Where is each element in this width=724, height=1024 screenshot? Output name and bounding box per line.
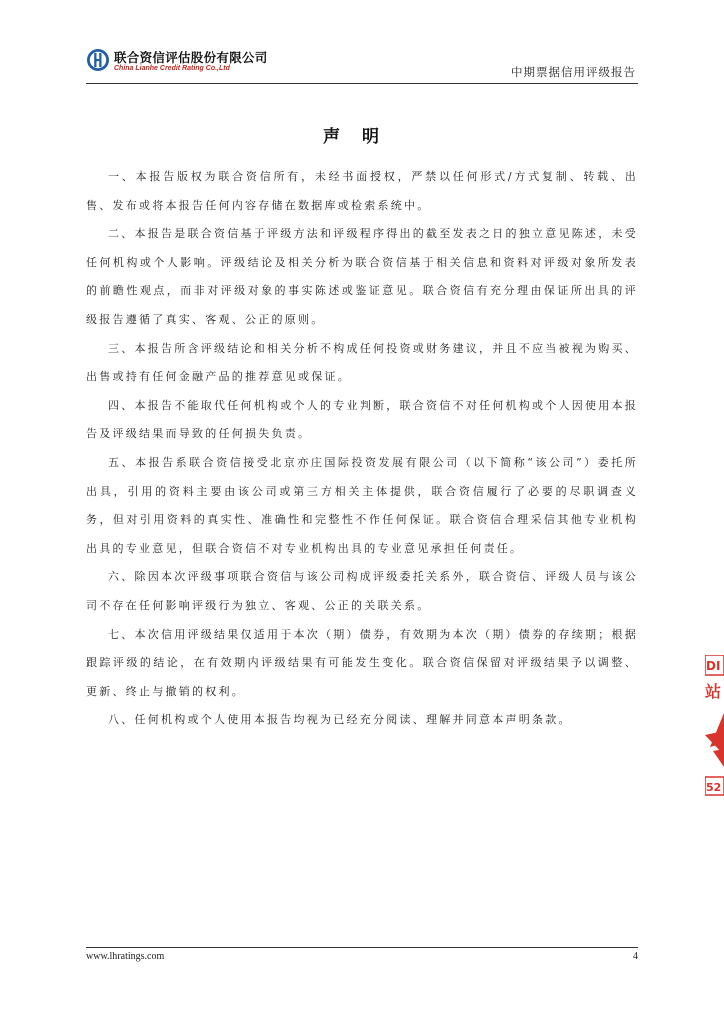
footer-website: www.lhratings.com bbox=[86, 951, 165, 962]
statement-paragraph: 二、本报告是联合资信基于评级方法和评级程序得出的截至发表之日的独立意见陈述，未受任何机构或个人影响。评级结论及相关分析为联合资信基于相关信息和资料对评级对象所发表的前瞻性观点，而非对评级对象的事实陈述或鉴证意见。联合资信有充分理由保证所出具的评级报告遵循了真实、客观、公正的原则。 bbox=[86, 227, 638, 326]
company-logo bbox=[86, 48, 286, 82]
statement-paragraph: 四、本报告不能取代任何机构或个人的专业判断，联合资信不对任何机构或个人因使用本报告及评级结果而导致的任何损失负责。 bbox=[86, 398, 638, 441]
statement-body bbox=[86, 163, 638, 735]
statement-paragraph: 六、除因本次评级事项联合资信与该公司构成评级委托关系外，联合资信、评级人员与该公司不存在任何影响评级行为独立、客观、公正的关联关系。 bbox=[86, 570, 638, 612]
statement-paragraph: 五、本报告系联合资信接受北京亦庄国际投资发展有限公司（以下简称“该公司”）委托所出具，引用的资料主要由该公司或第三方相关主体提供，联合资信履行了必要的尽职调查义务，但对引用资料的真实性、准确性和完整性不作任何保证。联合资信合理采信其他专业机构出具的专业意见，但联合资信不对专业机构出具的专业意见承担任何责任。 bbox=[86, 455, 638, 555]
logo-english-name: China Lianhe Credit Rating Co.,Ltd bbox=[114, 65, 230, 72]
svg-text:DI: DI bbox=[706, 659, 721, 673]
seal-stamp-fragment bbox=[705, 655, 724, 805]
page-number: 4 bbox=[633, 951, 638, 962]
lianhe-logo-icon bbox=[86, 48, 110, 72]
svg-text:站: 站 bbox=[705, 682, 722, 701]
statement-paragraph: 八、任何机构或个人使用本报告均视为已经充分阅读、理解并同意本声明条款。 bbox=[108, 713, 572, 727]
statement-paragraph: 一、本报告版权为联合资信所有，未经书面授权，严禁以任何形式/方式复制、转载、出售、发布或将本报告任何内容存储在数据库或检索系统中。 bbox=[86, 170, 638, 212]
report-type-header: 中期票据信用评级报告 bbox=[511, 65, 636, 79]
statement-paragraph: 三、本报告所含评级结论和相关分析不构成任何投资或财务建议，并且不应当被视为购买、出售或持有任何金融产品的推荐意见或保证。 bbox=[86, 341, 638, 384]
footer-divider bbox=[86, 947, 638, 948]
header-divider bbox=[86, 83, 638, 84]
statement-paragraph: 七、本次信用评级结果仅适用于本次（期）债券，有效期为本次（期）债券的存续期；根据跟踪评级的结论，在有效期内评级结果有可能发生变化。联合资信保留对评级结果予以调整、更新、终止与撤销的权利。 bbox=[86, 627, 638, 698]
svg-text:52: 52 bbox=[706, 781, 722, 794]
page-title: 声明 bbox=[323, 127, 401, 147]
logo-chinese-name: 联合资信评估股份有限公司 bbox=[114, 50, 268, 65]
